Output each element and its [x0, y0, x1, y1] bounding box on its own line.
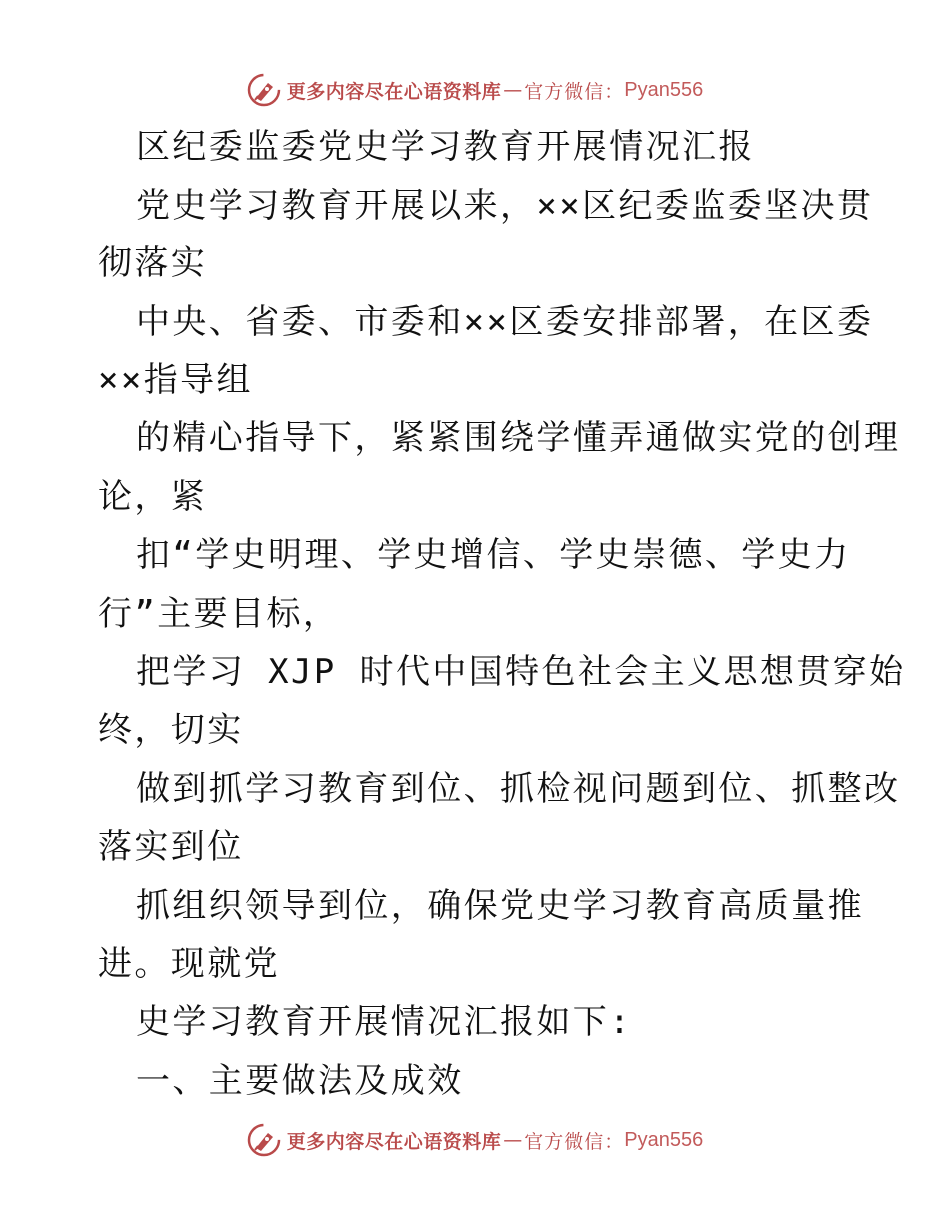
section-heading: 一、主要做法及成效 [136, 1061, 464, 1101]
banner-title: 更多内容尽在心语资料库 [286, 1130, 502, 1153]
document-line: 终，切实 [98, 710, 244, 750]
document-line: 把学习 XJP 时代中国特色社会主义思想贯穿始 [136, 652, 906, 692]
pen-nib-logo-icon [247, 1123, 281, 1157]
banner-contact-label: 官方微信： [524, 1130, 625, 1153]
banner-separator: — [503, 1129, 523, 1151]
document-line: 的精心指导下，紧紧围绕学懂弄通做实党的创理 [136, 418, 901, 458]
document-line: 史学习教育开展情况汇报如下: [136, 1002, 633, 1042]
document-title: 区纪委监委党史学习教育开展情况汇报 [136, 127, 755, 167]
header-banner [0, 68, 950, 112]
banner-contact-label: 官方微信： [524, 80, 625, 103]
document-line: 论，紧 [98, 477, 208, 517]
banner-separator: — [503, 79, 523, 101]
document-line: 做到抓学习教育到位、抓检视问题到位、抓整改 [136, 769, 901, 809]
banner-contact-id: Pyan556 [624, 1128, 704, 1151]
document-line: 落实到位 [98, 827, 244, 867]
document-line: 扣“学史明理、学史增信、学史崇德、学史力 [136, 535, 851, 575]
banner-title: 更多内容尽在心语资料库 [286, 80, 502, 103]
document-line: 抓组织领导到位，确保党史学习教育高质量推 [136, 886, 864, 926]
footer-banner [0, 1118, 950, 1162]
document-line: 党史学习教育开展以来，××区纪委监委坚决贯 [136, 186, 874, 226]
pen-nib-logo-icon [247, 73, 281, 107]
document-line: 彻落实 [98, 243, 208, 283]
document-line: ××指导组 [98, 360, 253, 400]
document-line: 进。现就党 [98, 944, 280, 984]
document-line: 中央、省委、市委和××区委安排部署，在区委 [136, 302, 874, 342]
document-line: 行”主要目标， [98, 594, 340, 634]
banner-contact-id: Pyan556 [624, 78, 704, 101]
